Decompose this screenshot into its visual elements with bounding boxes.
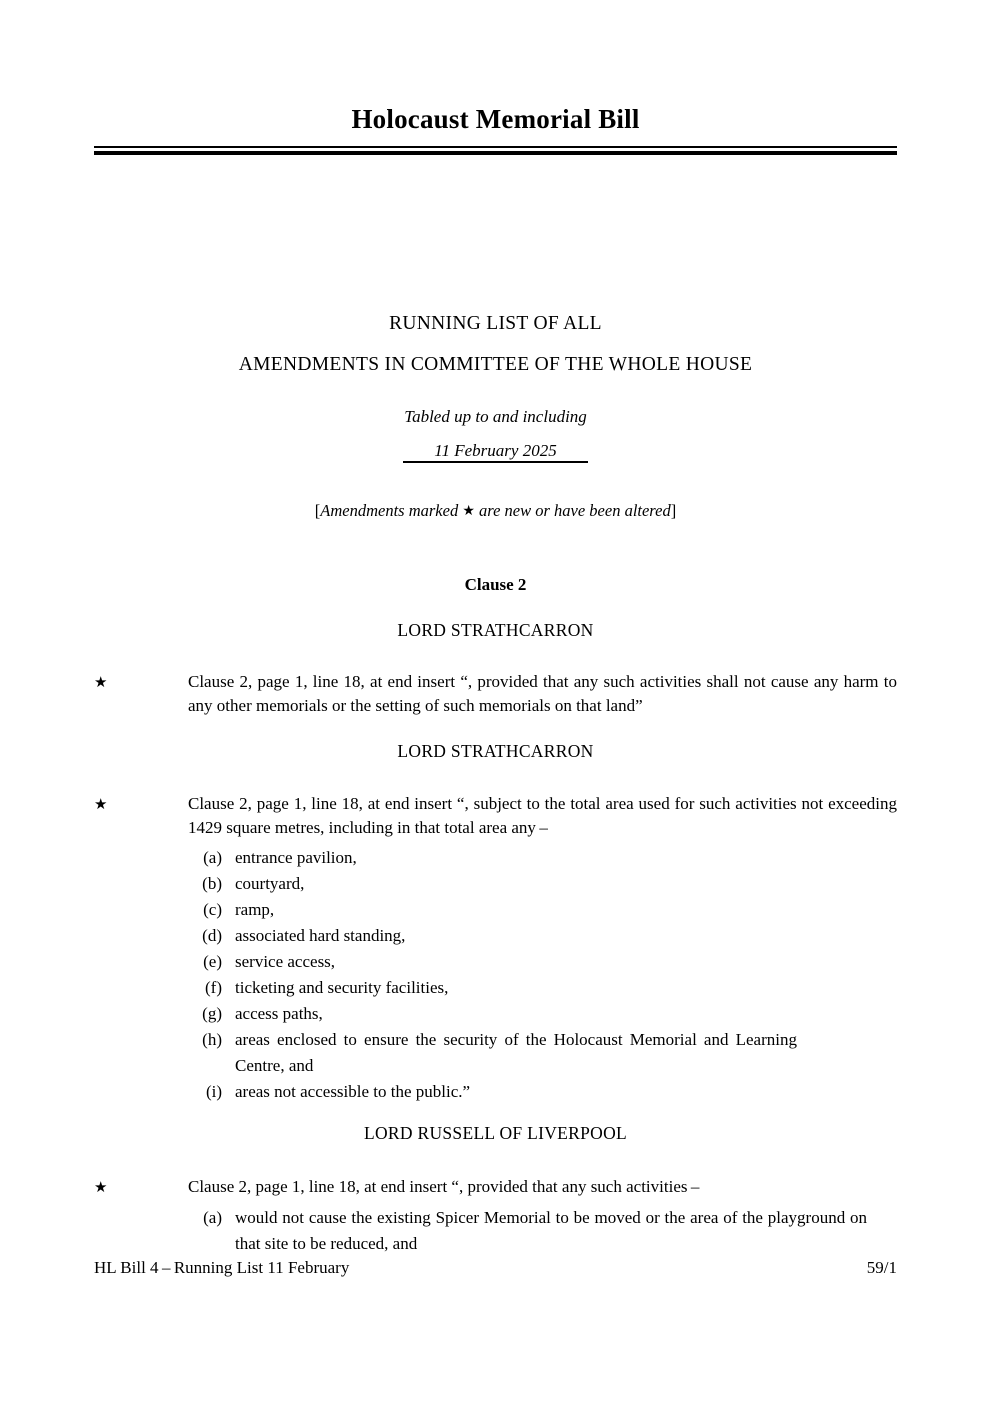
list-marker: (i) (205, 1082, 222, 1101)
sponsor-name-1: LORD STRATHCARRON (397, 620, 594, 640)
clause-heading: Clause 2 (464, 575, 527, 594)
tabled-date: 11 February 2025 (434, 441, 557, 460)
note-open-bracket: [ (314, 501, 321, 520)
list-marker: (e) (203, 952, 222, 971)
list-marker: (a) (203, 848, 222, 867)
amendment-text: Clause 2, page 1, line 18, at end insert “, provided that any such activities – (188, 1177, 700, 1196)
list-item-text: ramp, (235, 900, 275, 919)
list-marker: (b) (202, 874, 222, 893)
header-line-2: AMENDMENTS IN COMMITTEE OF THE WHOLE HOUSE (238, 354, 753, 375)
list-item (170, 845, 973, 871)
list-item (170, 871, 973, 897)
list-item (170, 897, 973, 923)
list-item (170, 1205, 973, 1257)
list-item-text: would not cause the existing Spicer Memorial to be moved or the area of the playground on that site to be reduced, and (235, 1208, 867, 1253)
page-title: Holocaust Memorial Bill (351, 104, 640, 134)
list-item (170, 975, 973, 1001)
list-item-text: entrance pavilion, (235, 848, 357, 867)
list-marker: (c) (203, 900, 222, 919)
sponsor-name-2: LORD STRATHCARRON (397, 741, 594, 761)
star-icon: ★ (94, 797, 108, 813)
header-line-1: RUNNING LIST OF ALL (389, 313, 602, 334)
list-item (170, 949, 973, 975)
document-header (94, 303, 897, 468)
star-icon: ★ (462, 504, 475, 519)
list-item (170, 1001, 973, 1027)
amendment-text: Clause 2, page 1, line 18, at end insert “, provided that any such activities shall not cause any harm to any other memorials or the setting of such memorials on that land” (188, 672, 897, 715)
footer-bill-reference: HL Bill 4 – Running List 11 February (94, 1258, 350, 1277)
list-item (170, 1027, 973, 1079)
list-marker: (a) (203, 1208, 222, 1227)
list-item (170, 1079, 973, 1105)
header-divider-rule (403, 461, 588, 463)
list-item (170, 923, 973, 949)
list-marker: (g) (202, 1004, 222, 1023)
list-item-text: associated hard standing, (235, 926, 406, 945)
marked-amendments-note (94, 501, 897, 521)
amendment-text: Clause 2, page 1, line 18, at end insert “, subject to the total area used for such activities not exceeding 1429 square metres, including in that total area any – (188, 794, 897, 837)
list-marker: (h) (202, 1030, 222, 1049)
list-marker: (f) (205, 978, 222, 997)
title-rule-thin (94, 146, 897, 148)
list-marker: (d) (202, 926, 222, 945)
list-item-text: service access, (235, 952, 336, 971)
amendment-2-sublist (170, 845, 973, 1105)
list-item-text: areas enclosed to ensure the security of the Holocaust Memorial and Learning Centre, and (235, 1030, 797, 1075)
tabled-label: Tabled up to and including (404, 407, 587, 426)
note-text-after: are new or have been altered (474, 501, 671, 520)
page-footer (94, 1258, 897, 1278)
amendment-3-sublist (170, 1205, 973, 1257)
star-icon: ★ (94, 1180, 108, 1196)
note-close-bracket: ] (670, 501, 677, 520)
sponsor-name-3: LORD RUSSELL OF LIVERPOOL (363, 1123, 628, 1143)
note-text-before: Amendments marked (320, 501, 463, 520)
list-item-text: areas not accessible to the public.” (235, 1082, 471, 1101)
list-item-text: ticketing and security facilities, (235, 978, 449, 997)
list-item-text: access paths, (235, 1004, 323, 1023)
title-rule-thick (94, 151, 897, 155)
footer-page-number: 59/1 (866, 1258, 897, 1277)
list-item-text: courtyard, (235, 874, 305, 893)
star-icon: ★ (94, 675, 108, 691)
